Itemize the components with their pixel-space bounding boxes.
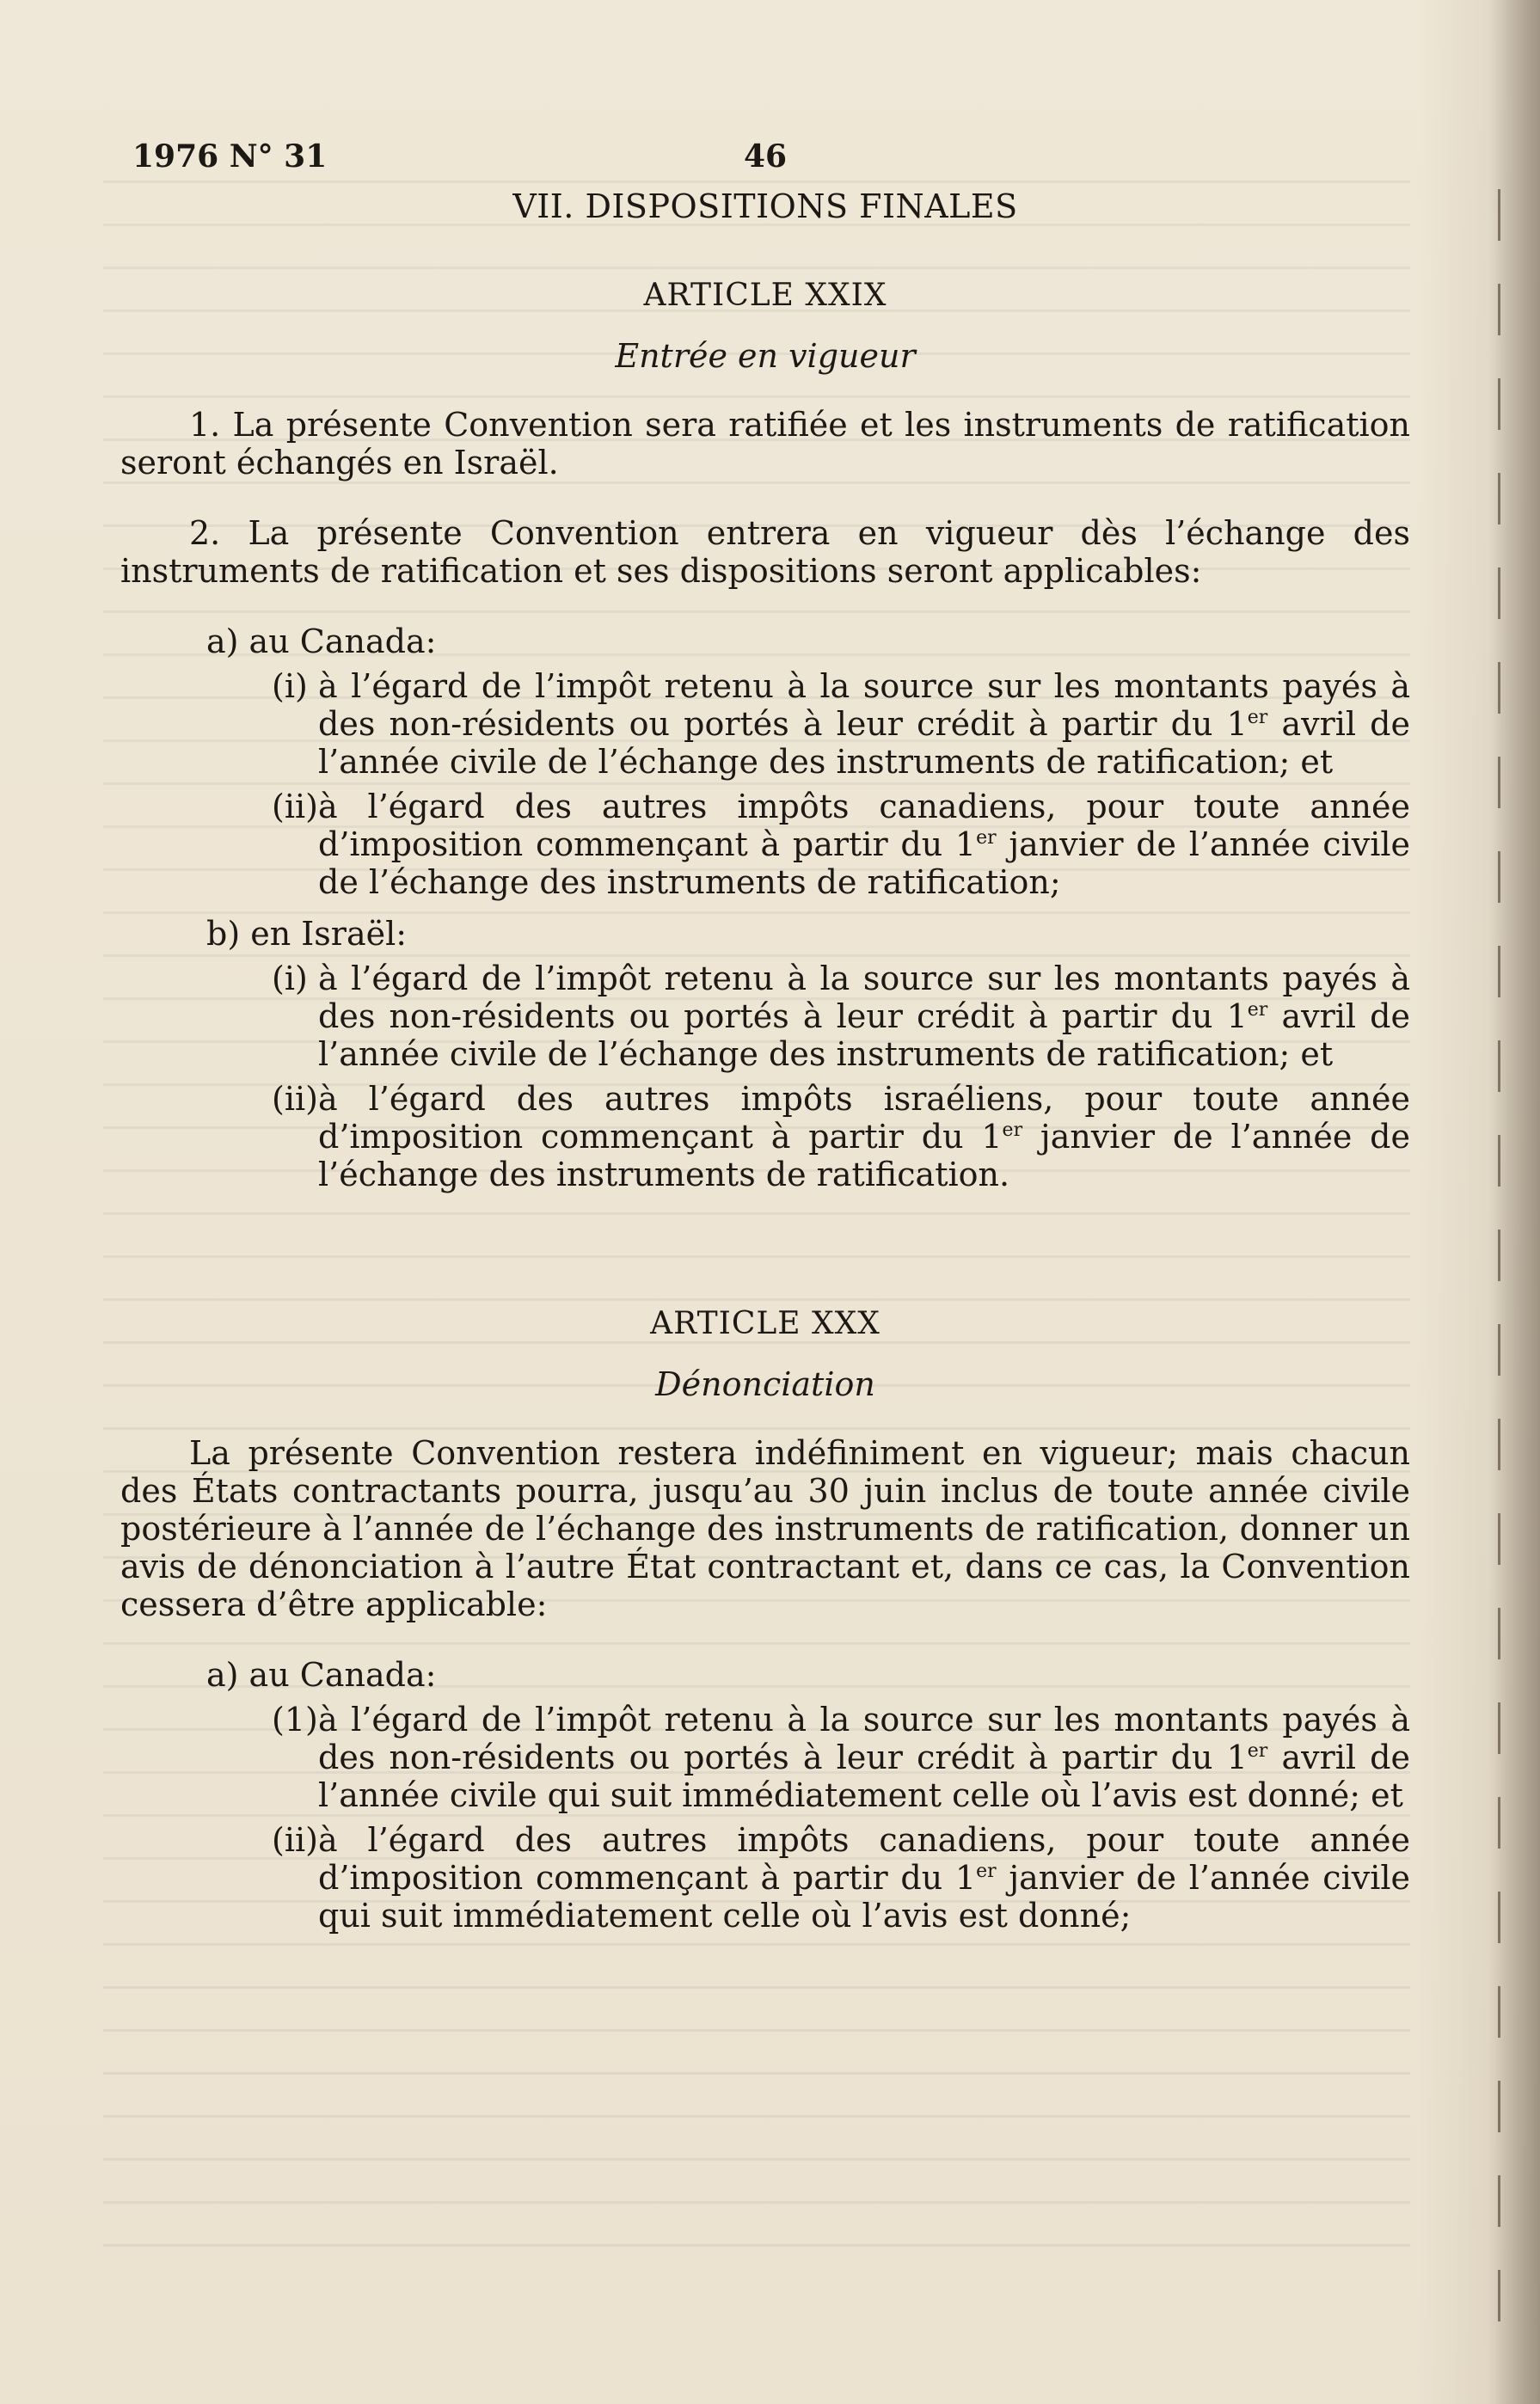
item-text: à l’égard des autres impôts canadiens, pour toute année d’imposition commençant à partir du 1 bbox=[318, 788, 1410, 863]
item-text: à l’égard de l’impôt retenu à la source sur les montants payés à des non-résidents ou portés à leur crédit à partir du 1 bbox=[318, 960, 1410, 1035]
article-29-paragraph-1: 1. La présente Convention sera ratifiée et les instruments de ratification seront échangés en Israël. bbox=[120, 406, 1410, 481]
statute-reference: 1976 N° 31 bbox=[132, 138, 328, 175]
article-30-a-label: a) au Canada: bbox=[206, 1656, 437, 1694]
article-29-a-label: a) au Canada: bbox=[206, 622, 437, 660]
article-29-a-ii bbox=[272, 788, 1410, 901]
ordinal-suffix: er bbox=[1247, 707, 1268, 728]
item-text: à l’égard des autres impôts israéliens, pour toute année d’imposition commençant à partir du 1 bbox=[318, 1080, 1410, 1156]
ordinal-suffix: er bbox=[1002, 1119, 1023, 1141]
article-30-a-1 bbox=[272, 1701, 1410, 1814]
article-30-subtitle: Dénonciation bbox=[655, 1365, 875, 1403]
ordinal-suffix: er bbox=[1247, 999, 1268, 1021]
page-edge-shadow bbox=[1488, 0, 1540, 2404]
item-number: (i) bbox=[272, 667, 308, 705]
item-text-cont: avril de l’année civile de l’échange des instruments de ratification; et bbox=[318, 705, 1410, 781]
section-title: VII. DISPOSITIONS FINALES bbox=[512, 187, 1018, 225]
article-30-heading: ARTICLE XXX bbox=[650, 1306, 880, 1341]
page-number: 46 bbox=[743, 138, 788, 175]
item-text: à l’égard de l’impôt retenu à la source sur les montants payés à des non-résidents ou portés à leur crédit à partir du 1 bbox=[318, 667, 1410, 743]
item-number: (i) bbox=[272, 960, 308, 997]
item-number: (ii) bbox=[272, 1821, 318, 1859]
article-29-paragraph-2: 2. La présente Convention entrera en vigueur dès l’échange des instruments de ratification et ses dispositions seront applicables: bbox=[120, 514, 1410, 590]
article-29-b-ii bbox=[272, 1080, 1410, 1193]
item-text-cont: avril de l’année civile de l’échange des instruments de ratification; et bbox=[318, 997, 1410, 1073]
article-29-subtitle: Entrée en vigueur bbox=[615, 337, 916, 375]
article-29-heading: ARTICLE XXIX bbox=[643, 278, 887, 313]
item-text: à l’égard des autres impôts canadiens, pour toute année d’imposition commençant à partir du 1 bbox=[318, 1821, 1410, 1897]
ordinal-suffix: er bbox=[976, 1861, 997, 1882]
article-29-a-i bbox=[272, 667, 1410, 781]
item-text: à l’égard de l’impôt retenu à la source sur les montants payés à des non-résidents ou portés à leur crédit à partir du 1 bbox=[318, 1701, 1410, 1776]
item-text-cont: janvier de l’année civile qui suit immédiatement celle où l’avis est donné; bbox=[318, 1859, 1410, 1935]
item-number: (ii) bbox=[272, 1080, 318, 1118]
item-text-cont: janvier de l’année civile de l’échange des instruments de ratification; bbox=[318, 825, 1410, 901]
ordinal-suffix: er bbox=[976, 827, 997, 849]
page-content bbox=[120, 129, 1410, 1935]
item-number: (1) bbox=[272, 1701, 318, 1739]
binding-edge bbox=[1498, 189, 1500, 2339]
item-number: (ii) bbox=[272, 788, 318, 825]
article-29-b-i bbox=[272, 960, 1410, 1073]
item-text-cont: janvier de l’année de l’échange des instruments de ratification. bbox=[318, 1118, 1410, 1193]
article-29-b-label: b) en Israël: bbox=[206, 915, 408, 953]
running-header bbox=[120, 129, 1410, 177]
ordinal-suffix: er bbox=[1247, 1740, 1268, 1762]
article-30-paragraph: La présente Convention restera indéfiniment en vigueur; mais chacun des États contractants pourra, jusqu’au 30 juin inclus de toute année civile postérieure à l’année de l’échange des instruments de ratification, donner un avis de dénonciation à l’autre État contractant et, dans ce cas, la Convention cessera d’être applicable: bbox=[120, 1434, 1410, 1623]
item-text-cont: avril de l’année civile qui suit immédiatement celle où l’avis est donné; et bbox=[318, 1739, 1410, 1814]
article-30-a-ii bbox=[272, 1821, 1410, 1935]
